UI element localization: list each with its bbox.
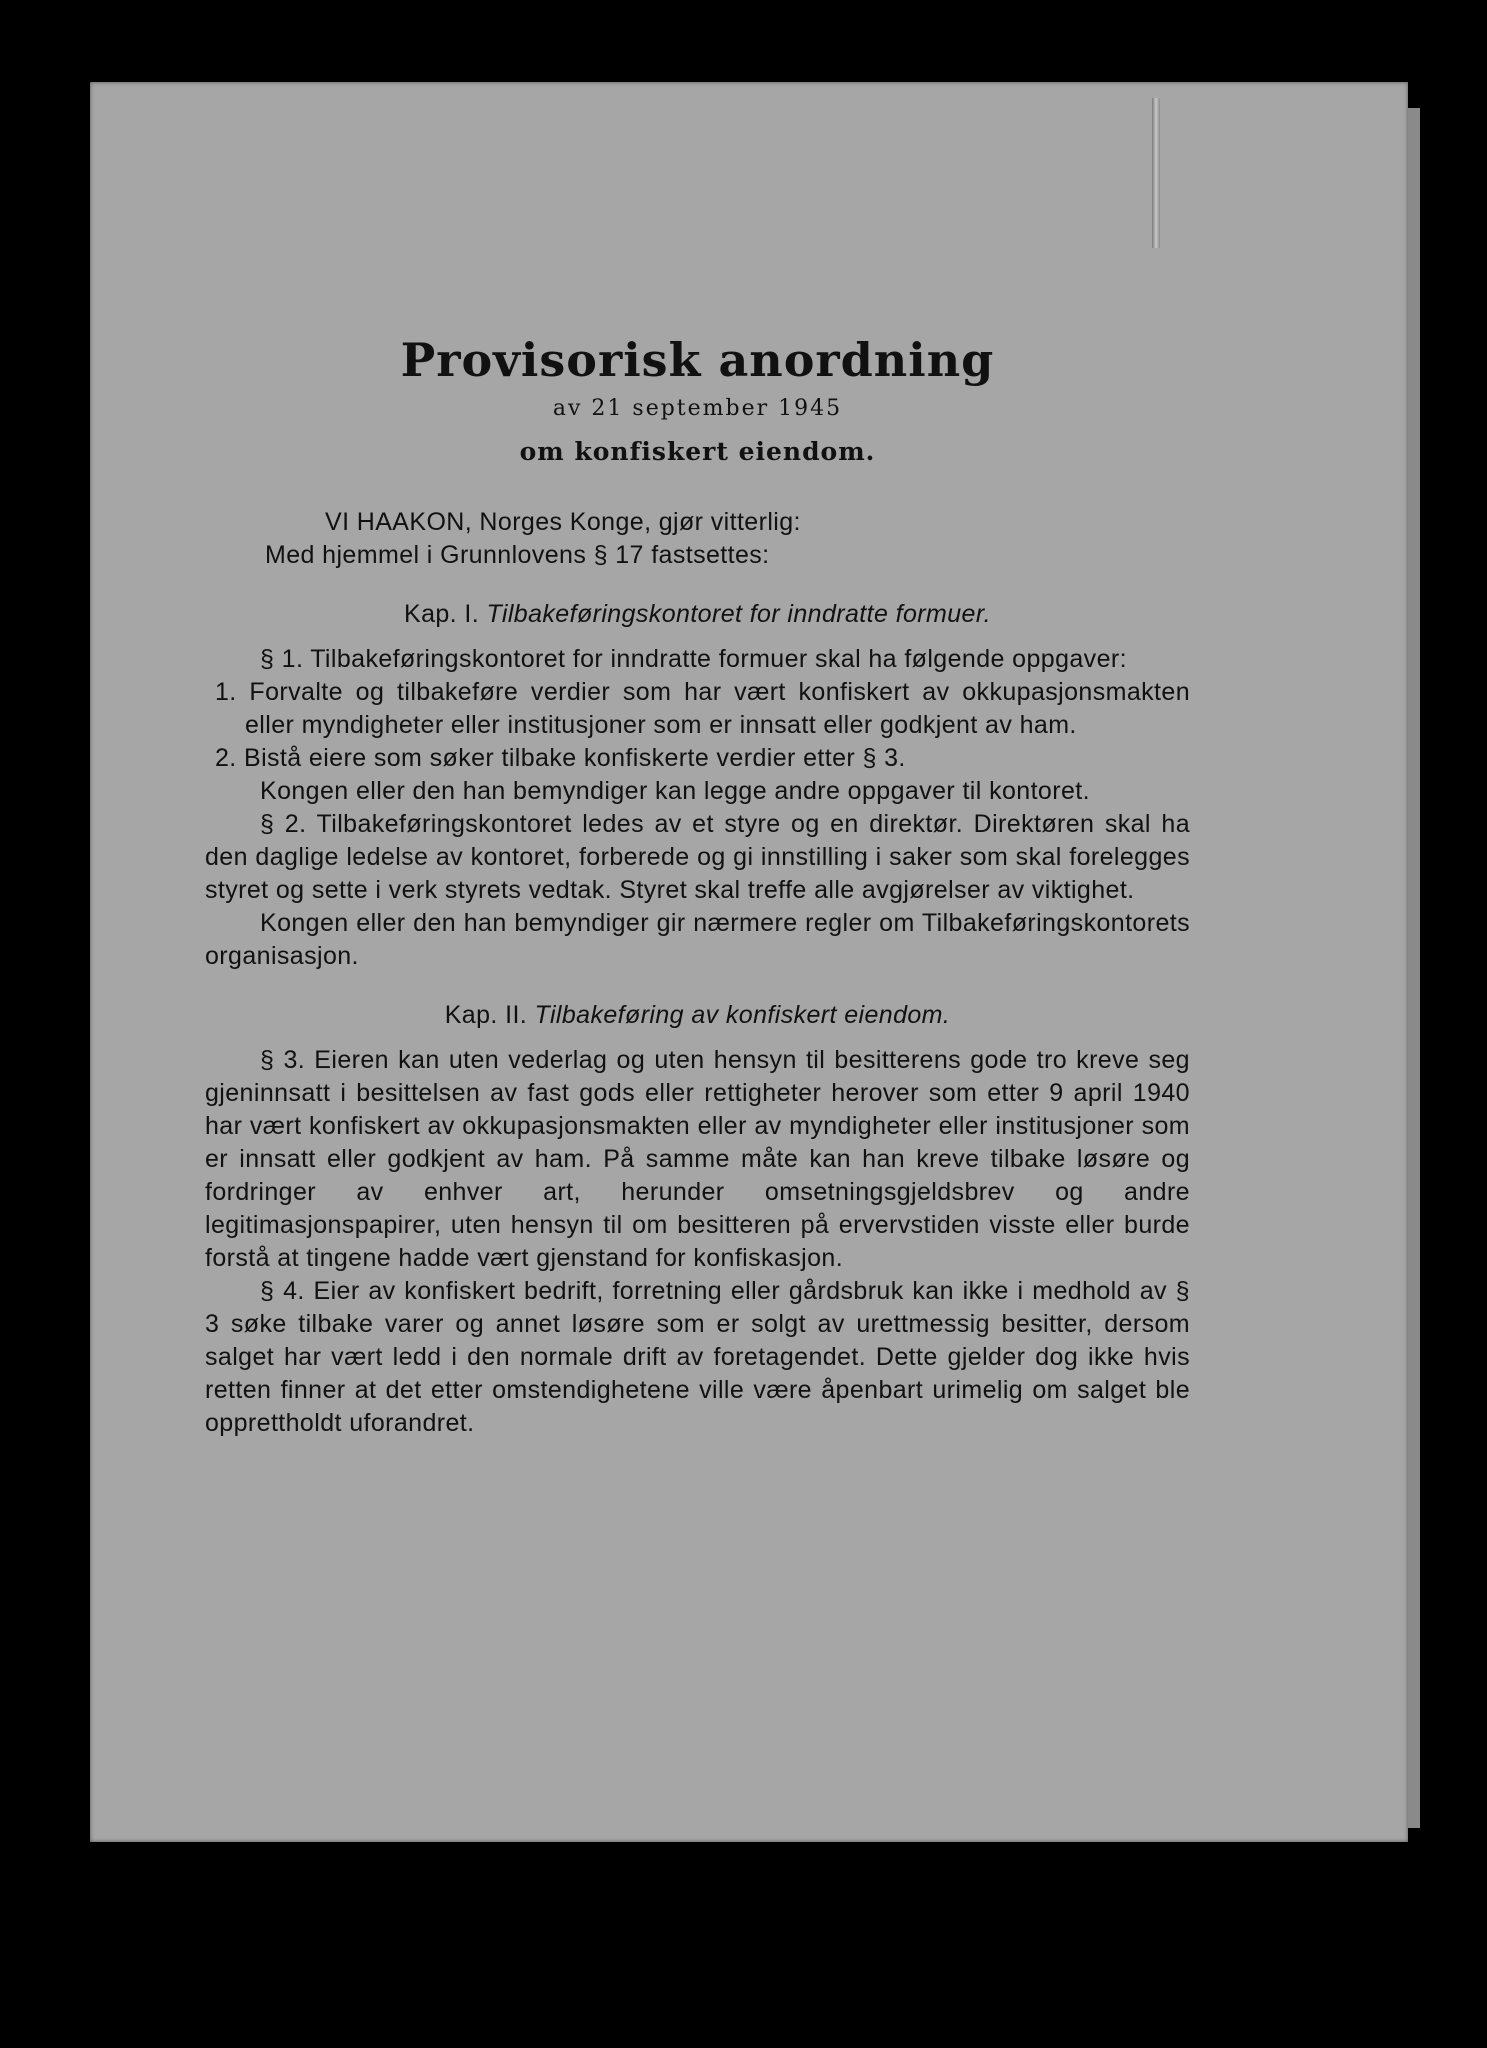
document-subject: om konfiskert eiendom. <box>519 437 876 467</box>
document-page <box>205 315 1190 1440</box>
paragraph-1: § 1. Tilbakeføringskontoret for inndratte formuer skal ha følgende oppgaver: <box>260 645 1127 674</box>
chapter-1-label: Kap. I. <box>404 600 480 629</box>
chapter-2-label: Kap. II. <box>444 1001 528 1030</box>
preamble-line-1: VI HAAKON, Norges Konge, gjør vitterlig: <box>325 508 801 537</box>
paragraph-3: § 3. Eieren kan uten vederlag og uten hensyn til besitterens gode tro kreve seg gjeninnsatt i besittelsen av fast gods eller rettigheter herover som etter 9 april 1940 har vært konfiskert av okkupasjonsmakten eller av myndigheter eller institusjoner som er innsatt eller godkjent av ham. På samme måte kan han kreve tilbake løsøre og fordringer av enhver art, herunder omsetningsgjeldsbrev og andre legitimasjonspapirer, uten hensyn til om besitteren på ervervstiden visste eller burde forstå at tingene hadde vært gjenstand for konfiskasjon. <box>205 1046 1190 1273</box>
chapter-1-heading <box>205 598 1190 631</box>
preamble-line-2: Med hjemmel i Grunnlovens § 17 fastsettes: <box>265 541 770 570</box>
chapter-1-title: Tilbakeføringskontoret for inndratte formuer. <box>486 600 991 629</box>
paper-fold <box>1152 98 1160 248</box>
paragraph-4: § 4. Eier av konfiskert bedrift, forretning eller gårdsbruk kan ikke i medhold av § 3 søke tilbake varer og annet løsøre som er solgt av urettmessig besitter, dersom salget har vært ledd i den normale drift av foretagendet. Dette gjelder dog ikke hvis retten finner at det etter omstendighetene ville være åpenbart urimelig om salget ble opprettholdt uforandret. <box>205 1277 1190 1438</box>
paragraph-1-item-2: 2. Bistå eiere som søker tilbake konfiskerte verdier etter § 3. <box>215 744 906 773</box>
paragraph-2: § 2. Tilbakeføringskontoret ledes av et styre og en direktør. Direktøren skal ha den daglige ledelse av kontoret, forberede og gi innstilling i saker som skal forelegges styret og sette i verk styrets vedtak. Styret skal treffe alle avgjørelser av viktighet. <box>205 810 1190 905</box>
chapter-2-title: Tilbakeføring av konfiskert eiendom. <box>534 1001 951 1030</box>
paragraph-1-tail: Kongen eller den han bemyndiger kan legge andre oppgaver til kontoret. <box>260 777 1090 806</box>
chapter-2-heading <box>205 999 1190 1032</box>
document-date: av 21 september 1945 <box>552 396 843 422</box>
document-title: Provisorisk anordning <box>400 333 995 387</box>
paragraph-1-item-1: 1. Forvalte og tilbakeføre verdier som har vært konfiskert av okkupasjonsmakten eller myndigheter eller institusjoner som er innsatt eller godkjent av ham. <box>215 678 1190 740</box>
paragraph-2-tail: Kongen eller den han bemyndiger gir nærmere regler om Tilbakeføringskontorets organisasjon. <box>205 909 1190 971</box>
